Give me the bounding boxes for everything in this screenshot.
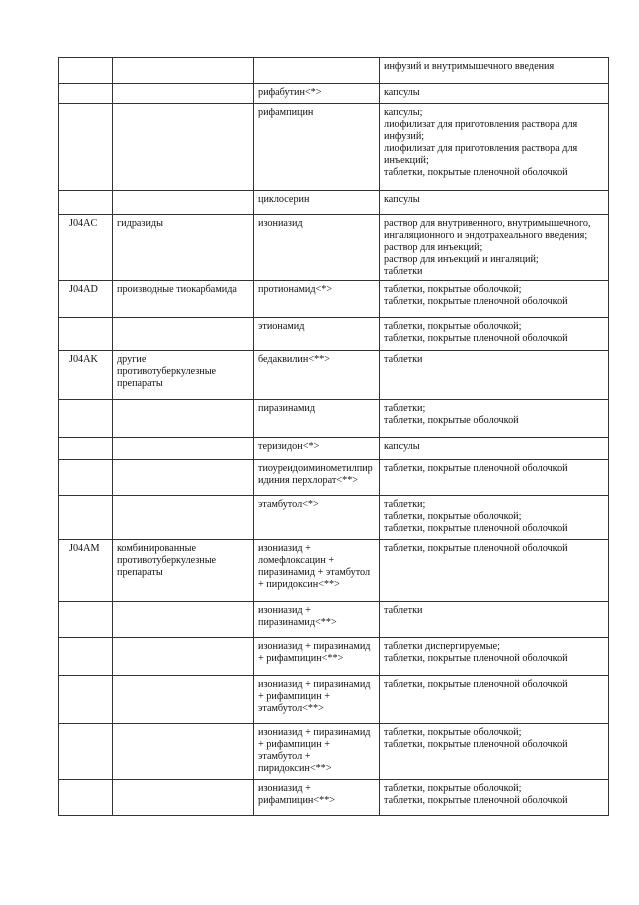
group-name-cell [113,84,254,104]
dosage-forms-cell: таблетки, покрытые оболочкой; таблетки, покрытые пленочной оболочкой [380,724,609,780]
dosage-forms-cell: таблетки, покрытые пленочной оболочкой [380,540,609,602]
dosage-forms-cell: таблетки [380,351,609,400]
group-name-cell [113,460,254,496]
atc-code-cell [59,438,113,460]
atc-code-cell: J04AM [59,540,113,602]
group-name-cell: производные тиокарбамида [113,281,254,318]
drug-name-cell: протионамид<*> [254,281,380,318]
dosage-forms-cell: таблетки; таблетки, покрытые оболочкой; таблетки, покрытые пленочной оболочкой [380,496,609,540]
atc-code-cell [59,496,113,540]
drug-name-cell: изониазид + пиразинамид + рифампицин + этамбутол<**> [254,676,380,724]
table-row [59,676,609,724]
drug-name-cell: циклосерин [254,191,380,215]
atc-code-cell [59,318,113,351]
table-row [59,318,609,351]
group-name-cell: гидразиды [113,215,254,281]
drug-name-cell [254,58,380,84]
dosage-forms-cell: таблетки, покрытые пленочной оболочкой [380,676,609,724]
group-name-cell [113,496,254,540]
drug-name-cell: пиразинамид [254,400,380,438]
dosage-forms-cell: инфузий и внутримышечного введения [380,58,609,84]
group-name-cell [113,191,254,215]
drug-name-cell: этионамид [254,318,380,351]
group-name-cell [113,638,254,676]
dosage-forms-cell: капсулы [380,191,609,215]
dosage-forms-cell: таблетки; таблетки, покрытые оболочкой [380,400,609,438]
atc-code-cell [59,191,113,215]
table-row [59,58,609,84]
table-row [59,400,609,438]
drug-name-cell: изониазид + пиразинамид<**> [254,602,380,638]
drug-list-table [58,57,609,816]
drug-name-cell: изониазид + ломефлоксацин + пиразинамид + этамбутол + пиридоксин<**> [254,540,380,602]
drug-name-cell: этамбутол<*> [254,496,380,540]
drug-name-cell: теризидон<*> [254,438,380,460]
group-name-cell [113,104,254,191]
drug-name-cell: рифампицин [254,104,380,191]
drug-name-cell: изониазид + пиразинамид + рифампицин<**> [254,638,380,676]
dosage-forms-cell: капсулы [380,438,609,460]
table-row [59,281,609,318]
atc-code-cell [59,724,113,780]
dosage-forms-cell: капсулы; лиофилизат для приготовления раствора для инфузий; лиофилизат для приготовления раствора для инъекций; таблетки, покрытые пленочной оболочкой [380,104,609,191]
table-row [59,84,609,104]
atc-code-cell: J04AC [59,215,113,281]
dosage-forms-cell: таблетки, покрытые пленочной оболочкой [380,460,609,496]
dosage-forms-cell: таблетки [380,602,609,638]
table-row [59,602,609,638]
drug-name-cell: бедаквилин<**> [254,351,380,400]
atc-code-cell [59,84,113,104]
atc-code-cell: J04AK [59,351,113,400]
table-row [59,540,609,602]
table-body [59,58,609,816]
group-name-cell: комбинированные противотуберкулезные препараты [113,540,254,602]
table-row [59,438,609,460]
atc-code-cell: J04AD [59,281,113,318]
atc-code-cell [59,602,113,638]
atc-code-cell [59,104,113,191]
atc-code-cell [59,400,113,438]
group-name-cell [113,438,254,460]
group-name-cell: другие противотуберкулезные препараты [113,351,254,400]
group-name-cell [113,318,254,351]
table-row [59,191,609,215]
group-name-cell [113,724,254,780]
atc-code-cell [59,676,113,724]
table-row [59,724,609,780]
drug-name-cell: изониазид [254,215,380,281]
group-name-cell [113,602,254,638]
atc-code-cell [59,780,113,816]
dosage-forms-cell: раствор для внутривенного, внутримышечного, ингаляционного и эндотрахеального введения; раствор для инъекций; раствор для инъекций и ингаляций; таблетки [380,215,609,281]
dosage-forms-cell: капсулы [380,84,609,104]
table-row [59,215,609,281]
table-row [59,780,609,816]
table-row [59,460,609,496]
atc-code-cell [59,638,113,676]
group-name-cell [113,58,254,84]
drug-name-cell: тиоуреидоиминометилпир идиния перхлорат<**> [254,460,380,496]
drug-name-cell: изониазид + пиразинамид + рифампицин + этамбутол + пиридоксин<**> [254,724,380,780]
drug-name-cell: рифабутин<*> [254,84,380,104]
atc-code-cell [59,58,113,84]
group-name-cell [113,676,254,724]
table-row [59,638,609,676]
drug-name-cell: изониазид + рифампицин<**> [254,780,380,816]
group-name-cell [113,780,254,816]
dosage-forms-cell: таблетки, покрытые оболочкой; таблетки, покрытые пленочной оболочкой [380,780,609,816]
group-name-cell [113,400,254,438]
dosage-forms-cell: таблетки, покрытые оболочкой; таблетки, покрытые пленочной оболочкой [380,281,609,318]
dosage-forms-cell: таблетки, покрытые оболочкой; таблетки, покрытые пленочной оболочкой [380,318,609,351]
table-row [59,496,609,540]
atc-code-cell [59,460,113,496]
table-row [59,351,609,400]
table-row [59,104,609,191]
dosage-forms-cell: таблетки диспергируемые; таблетки, покрытые пленочной оболочкой [380,638,609,676]
